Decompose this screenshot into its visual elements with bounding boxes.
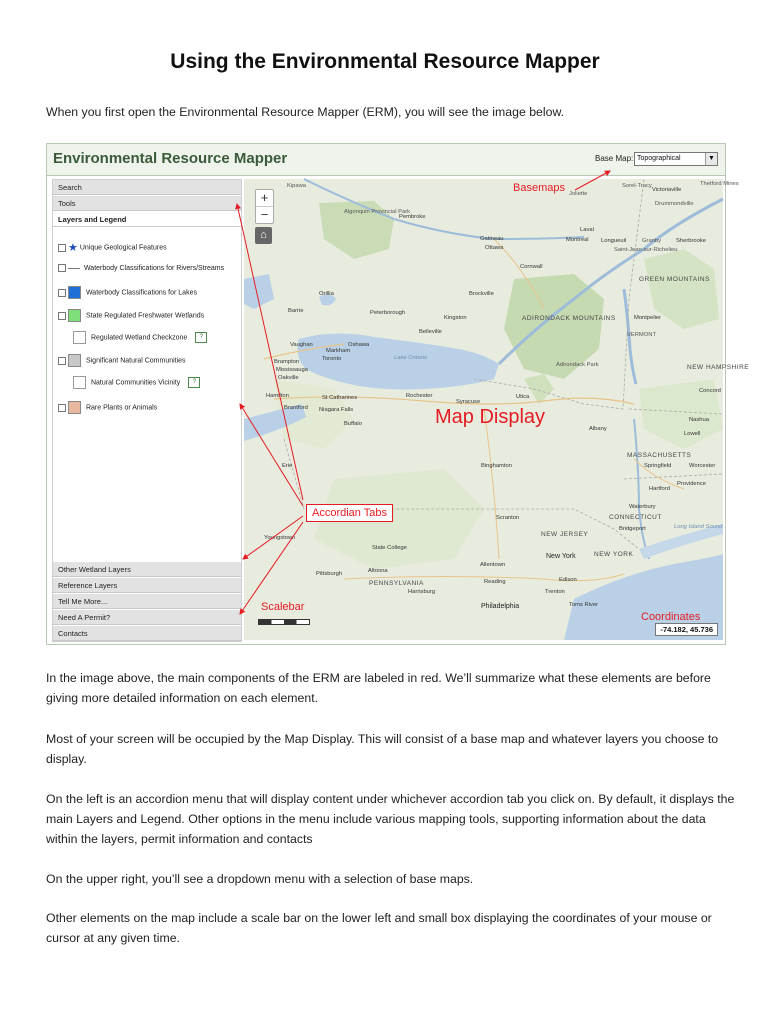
annotation-map-display: Map Display [435, 406, 546, 428]
layer-checkbox[interactable] [58, 404, 66, 412]
map-place-label: Buffalo [344, 421, 362, 427]
annotation-coordinates: Coordinates [641, 611, 701, 623]
map-place-label: Longueuil [601, 238, 627, 244]
paragraph-2: Most of your screen will be occupied by the Map Display. This will consist of a base map and whatever layers you choose to display. [46, 732, 719, 766]
map-place-label: Montpelier [634, 315, 662, 321]
basemap-label: Base Map: [595, 154, 634, 163]
map-place-label: Markham [326, 348, 351, 354]
map-place-label: Worcester [689, 463, 716, 469]
checkzone-swatch [73, 331, 86, 344]
map-place-label: Reading [484, 579, 506, 585]
zoom-out-button[interactable]: − [256, 206, 273, 223]
map-place-label: Brantford [284, 405, 308, 411]
map-place-label: Peterborough [370, 310, 406, 316]
map-place-label: Hartford [649, 486, 670, 492]
layer-communities-vicinity [73, 376, 200, 389]
app-header [47, 144, 725, 176]
map-place-label: Bridgeport [619, 526, 646, 532]
map-place-label: Albany [589, 426, 607, 432]
intro-paragraph: When you first open the Environmental Resource Mapper (ERM), you will see the image below. [46, 105, 565, 119]
map-place-label: Brockville [469, 291, 494, 297]
layer-freshwater-wetlands [58, 309, 204, 322]
map-place-label: St Catharines [322, 395, 358, 401]
layer-label: Regulated Wetland Checkzone [90, 334, 188, 342]
map-place-label: Laval [580, 227, 594, 233]
accordion-tab-tell-me-more[interactable]: Tell Me More... [53, 594, 241, 609]
help-icon[interactable]: ? [188, 377, 200, 388]
scale-bar [258, 619, 310, 625]
map-place-label: Hamilton [266, 393, 289, 399]
erm-screenshot [46, 143, 750, 645]
map-place-label: Ottawa [485, 245, 504, 251]
map-place-label: Saint-Jean-sur-Richelieu [614, 247, 678, 253]
map-place-label: Erie [282, 463, 293, 469]
map-place-label: Nashua [689, 417, 709, 423]
map-place-label: GREEN MOUNTAINS [639, 276, 710, 283]
coordinates-box: -74.182, 45.736 [655, 623, 718, 636]
map-place-label: Algonquin Provincial Park [344, 209, 411, 215]
layer-label: Waterbody Classifications for Rivers/Streams [83, 264, 225, 272]
layer-checkbox[interactable] [58, 244, 66, 252]
map-place-label: MASSACHUSETTS [627, 452, 692, 459]
paragraph-1: In the image above, the main components of the ERM are labeled in red. We’ll summarize what these elements are before giving more detailed information on each element. [46, 671, 711, 705]
map-place-label: PENNSYLVANIA [369, 580, 424, 587]
map-place-label: Trenton [545, 589, 565, 595]
map-place-label: Joliette [569, 191, 588, 197]
map-place-label: NEW JERSEY [541, 531, 589, 538]
map-place-label: Rochester [406, 393, 433, 399]
accordion-tab-search[interactable]: Search [53, 180, 241, 195]
layer-label: Significant Natural Communities [85, 357, 186, 365]
map-place-label: Long Island Sound [674, 524, 723, 530]
map-place-label: VERMONT [627, 332, 656, 338]
accordion-tab-layers-legend[interactable]: Layers and Legend [53, 212, 241, 227]
layer-checkbox[interactable] [58, 312, 66, 320]
map-place-label: Orillia [319, 291, 334, 297]
map-place-label: Lowell [684, 431, 701, 437]
document-title: Using the Environmental Resource Mapper [170, 50, 600, 73]
map-place-label: Cornwall [520, 264, 543, 270]
map-place-label: Toronto [322, 356, 342, 362]
layer-label: Natural Communities Vicinity [90, 379, 181, 387]
map-place-label: NEW YORK [594, 551, 634, 558]
map-place-label: Barrie [288, 308, 304, 314]
map-place-label: Victoriaville [652, 187, 682, 193]
map-place-label: Granby [642, 238, 662, 244]
map-place-label: Lake Ontario [394, 355, 428, 361]
map-place-label: Pembroke [399, 214, 426, 220]
annotation-basemaps: Basemaps [513, 182, 565, 194]
map-place-label: Thetford Mines [700, 181, 739, 187]
map-place-label: ADIRONDACK MOUNTAINS [522, 315, 616, 322]
basemap-dropdown[interactable] [634, 152, 718, 166]
star-icon: ★ [68, 242, 78, 254]
map-place-label: Adirondack Park [556, 362, 599, 368]
map-place-label: Scranton [496, 515, 520, 521]
zoom-in-button[interactable]: + [260, 190, 269, 205]
accordion-tab-reference[interactable]: Reference Layers [53, 578, 241, 593]
map-place-label: Syracuse [456, 399, 481, 405]
map-place-label: Drummondville [655, 201, 694, 207]
lake-swatch [68, 286, 81, 299]
layer-wetland-checkzone [73, 331, 207, 344]
annotation-accordion-tabs: Accordian Tabs [306, 504, 393, 522]
layer-natural-communities [58, 354, 186, 367]
accordion-tab-tools[interactable]: Tools [53, 196, 241, 211]
layer-checkbox[interactable] [58, 289, 66, 297]
map-place-label: State College [372, 545, 407, 551]
map-place-label: Sorel-Tracy [622, 183, 652, 189]
map-place-label: Youngstown [264, 535, 296, 541]
layer-label: Rare Plants or Animals [85, 404, 158, 412]
accordion-tab-contacts[interactable]: Contacts [53, 626, 241, 641]
map-place-label: New York [546, 553, 576, 560]
layer-label: Unique Geological Features [79, 244, 167, 252]
map-place-label: Concord [699, 388, 721, 394]
map-place-label: Edison [559, 577, 577, 583]
rare-swatch [68, 401, 81, 414]
map-place-label: Mississauga [276, 367, 308, 373]
layer-waterbody-rivers [58, 264, 224, 272]
paragraph-5: Other elements on the map include a scale bar on the lower left and small box displaying the coordinates of your mouse or cursor at any given time. [46, 911, 712, 945]
layer-checkbox[interactable] [58, 264, 66, 272]
accordion-menu [52, 179, 242, 642]
layer-waterbody-lakes [58, 286, 197, 299]
map-place-label: Oshawa [348, 342, 370, 348]
home-icon: ⌂ [260, 229, 267, 241]
map-place-label: CONNECTICUT [609, 514, 662, 521]
map-place-label: Toms River [569, 602, 598, 608]
map-place-label: Pittsburgh [316, 571, 343, 577]
communities-swatch [68, 354, 81, 367]
accordion-tab-need-permit[interactable]: Need A Permit? [53, 610, 241, 625]
chevron-down-icon: ▼ [705, 153, 717, 165]
map-place-label: Philadelphia [481, 603, 520, 610]
app-title: Environmental Resource Mapper [53, 150, 288, 167]
layer-unique-geological-features [58, 241, 167, 254]
map-place-label: NEW HAMPSHIRE [687, 364, 750, 371]
map-place-label: Niagara Falls [319, 407, 354, 413]
map-place-label: Providence [677, 481, 707, 487]
annotation-scalebar: Scalebar [261, 601, 305, 613]
home-button[interactable] [255, 227, 272, 244]
wetland-swatch [68, 309, 81, 322]
layer-checkbox[interactable] [58, 357, 66, 365]
map-place-label: Binghamton [481, 463, 512, 469]
basemap-selected-value: Topographical [637, 155, 681, 162]
map-place-label: Sherbrooke [676, 238, 706, 244]
layer-label: State Regulated Freshwater Wetlands [85, 312, 205, 320]
map-place-label: Altoona [368, 568, 388, 574]
help-icon[interactable]: ? [195, 332, 207, 343]
layer-label: Waterbody Classifications for Lakes [85, 289, 197, 297]
layer-rare-plants-animals [58, 401, 157, 414]
map-place-label: Springfield [644, 463, 672, 469]
map-place-label: Utica [516, 394, 530, 400]
map-place-label: Waterbury [629, 504, 656, 510]
map-place-label: Gatineau [480, 236, 504, 242]
map-place-label: Belleville [419, 329, 442, 335]
map-place-label: Vaughan [290, 342, 313, 348]
map-place-label: Oakville [278, 375, 299, 381]
map-place-label: Montreal [566, 237, 589, 243]
paragraph-4: On the upper right, you’ll see a dropdown menu with a selection of base maps. [46, 872, 474, 886]
map-place-label: Harrisburg [408, 589, 436, 595]
accordion-tab-other-wetland[interactable]: Other Wetland Layers [53, 562, 241, 577]
map-place-label: Allentown [480, 562, 506, 568]
paragraph-3: On the left is an accordion menu that will display content under whichever accordion tab you click on. By default, it displays the main Layers and Legend. Other options in the menu include various mapping tools, supporting information about the data within the layers, permit information and contacts [46, 792, 735, 846]
map-place-label: Kingston [444, 315, 467, 321]
map-place-label: Kipawa [287, 183, 307, 189]
vicinity-swatch [73, 376, 86, 389]
map-place-label: Brampton [274, 359, 300, 365]
zoom-control [255, 189, 274, 224]
line-icon [68, 268, 80, 269]
